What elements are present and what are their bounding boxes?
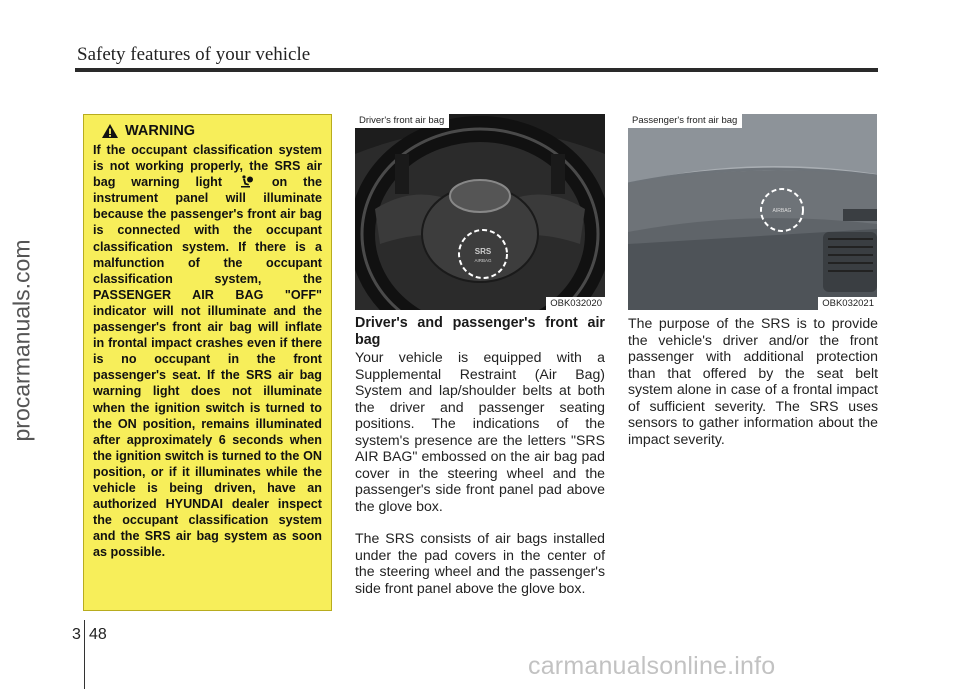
driver-airbag-figure — [355, 114, 605, 310]
passenger-airbag-figure — [628, 114, 877, 310]
steering-wheel-illustration — [355, 114, 605, 310]
column-3 — [628, 315, 878, 447]
warning-text-part2: on the instrument panel will illuminate because the passenger's front air bag is connected with the occupant classification system. If there is a malfunction of the occupant classification system, the PASSENGER AIR BAG "OFF" indicator will not illuminate and the passenger's front air bag will inflate in frontal impact crashes even if there is no occupant in the front passenger's seat. If the SRS air bag warning light does not illuminate when the ignition switch is turned to the ON position, remains illuminated after approximately 6 seconds when the ignition switch is turned to the ON position, or if it illuminates while the vehicle is being driven, have an authorized HYUNDAI dealer inspect the occupant classification system and the SRS air bag system as soon as possible. — [93, 175, 323, 560]
figure-caption: Passenger's front air bag — [628, 114, 742, 128]
side-watermark — [2, 130, 42, 550]
warning-box — [83, 114, 332, 611]
page-number: 48 — [89, 626, 107, 643]
paragraph: Your vehicle is equipped with a Supplemental Restraint (Air Bag) System and lap/shoulder belts at both the driver and passenger seating positions. The indications of the system's presence are the letters "SRS AIR BAG" embossed on the air bag pad cover in the steering wheel and the passenger's side front panel pad above the glove box. — [355, 349, 605, 514]
figure-code: OBK032020 — [546, 297, 605, 310]
bottom-watermark: carmanualsonline.info — [528, 652, 776, 680]
column-2 — [355, 315, 605, 596]
warning-header — [101, 123, 322, 139]
dashboard-illustration — [628, 114, 877, 310]
side-watermark-text: procarmanuals.com — [8, 239, 35, 441]
figure-code: OBK032021 — [818, 297, 877, 310]
figure-caption: Driver's front air bag — [355, 114, 449, 128]
warning-text-part1: If the occupant classification system is not working properly, the SRS air bag warning light — [93, 143, 322, 190]
warning-triangle-icon — [101, 123, 119, 139]
airbag-emblem-text: AIRBAG — [772, 208, 792, 214]
srs-emblem-subtext: AIRBAG — [474, 258, 492, 263]
section-title: Driver's and passenger's front air bag — [355, 315, 605, 348]
paragraph: The purpose of the SRS is to provide the vehicle's driver and/or the front passenger with additional protection than that offered by the seat belt system alone in case of a frontal impact of sufficient severity. The SRS uses sensors to gather information about the impact severity. — [628, 315, 878, 447]
warning-title: WARNING — [125, 123, 196, 139]
paragraph: The SRS consists of air bags installed under the pad covers in the center of the steering wheel and the passenger's side front panel above the glove box. — [355, 530, 605, 596]
airbag-warning-icon — [240, 175, 254, 188]
header-rule — [75, 68, 878, 72]
page-header-title: Safety features of your vehicle — [77, 44, 311, 65]
footer-rule — [84, 620, 85, 689]
chapter-number: 3 — [72, 626, 81, 643]
warning-body — [93, 142, 322, 560]
srs-emblem-text: SRS — [474, 247, 492, 256]
